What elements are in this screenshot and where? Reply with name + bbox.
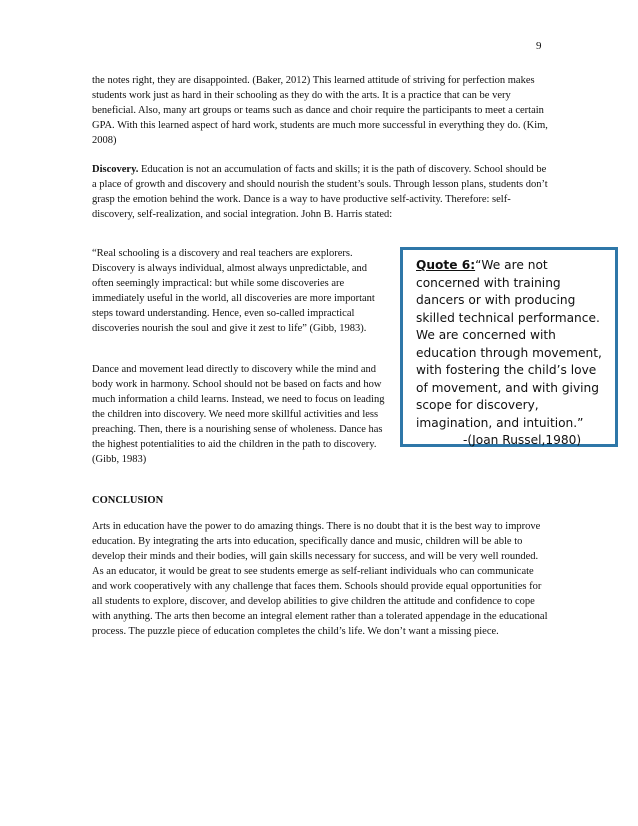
quote-text: “We are not concerned with training dancers or with producing skilled technical performance. We are concerned with education through movement, with fostering the child’s love of movement, and with giving scope for discovery, imagination, and intuition.” bbox=[416, 258, 602, 430]
paragraph-harris-quote: “Real schooling is a discovery and real teachers are explorers. Discovery is always individual, almost always unpredictable, and often seemingly impractical: but while some discoveries are immediately useful in the world, all discoveries are more important steps toward understanding. Hence, even so-called impractical discoveries nourish the soul and give it zest to life” (Gibb, 1983). bbox=[92, 248, 375, 334]
paragraph-intro: the notes right, they are disappointed. (Baker, 2012) This learned attitude of striving for perfection makes students work just as hard in their schooling as they do with the arts. It is a practice that can be very beneficial. Also, many art groups or teams such as dance and choir require the participants to meet a certain GPA. With this learned aspect of hard work, students are much more successful in everything they do. (Kim, 2008) bbox=[92, 75, 548, 146]
quote-box bbox=[400, 247, 618, 447]
paragraph-conclusion: Arts in education have the power to do amazing things. There is no doubt that it is the best way to improve education. By integrating the arts into education, specifically dance and music, children will be able to develop their minds and their bodies, will gain skills necessary for success, and will be very well rounded. As an educator, it would be great to see students emerge as self-reliant individuals who can communicate and work cooperatively with any challenge that faces them. Schools should provide equal opportunities for all students to explore, discover, and develop abilities to give children the attitude and confidence to cope with anything. The arts then become an integral element rather than a tolerated appendage in the educational process. The puzzle piece of education completes the child’s life. We don’t want a missing piece. bbox=[92, 521, 548, 637]
quote-attribution: -(Joan Russel,1980) bbox=[463, 433, 582, 447]
page-number: 9 bbox=[536, 40, 542, 52]
paragraph-discovery bbox=[92, 162, 550, 222]
discovery-body: Education is not an accumulation of facts and skills; it is the path of discovery. School should be a place of growth and discovery and should nourish the student’s souls. Through lesson plans, students don’t grasp the emotion behind the work. Dance is a way to have productive self-activity. Therefore: self-discovery, self-realization, and social integration. John B. Harris stated: bbox=[92, 164, 548, 220]
discovery-heading: Discovery. bbox=[92, 164, 139, 175]
quote-label: Quote 6: bbox=[416, 258, 476, 272]
paragraph-dance-movement: Dance and movement lead directly to discovery while the mind and body work in harmony. School should not be based on facts and how much information a child learns. Instead, we need to focus on leading the children into discovery. We need more skillful activities and less preaching. Then, there is a nourishing sense of wholeness. Dance has the highest potentialities to aid the children in the path to discovery. (Gibb, 1983) bbox=[92, 364, 385, 465]
conclusion-heading: CONCLUSION bbox=[92, 495, 164, 506]
